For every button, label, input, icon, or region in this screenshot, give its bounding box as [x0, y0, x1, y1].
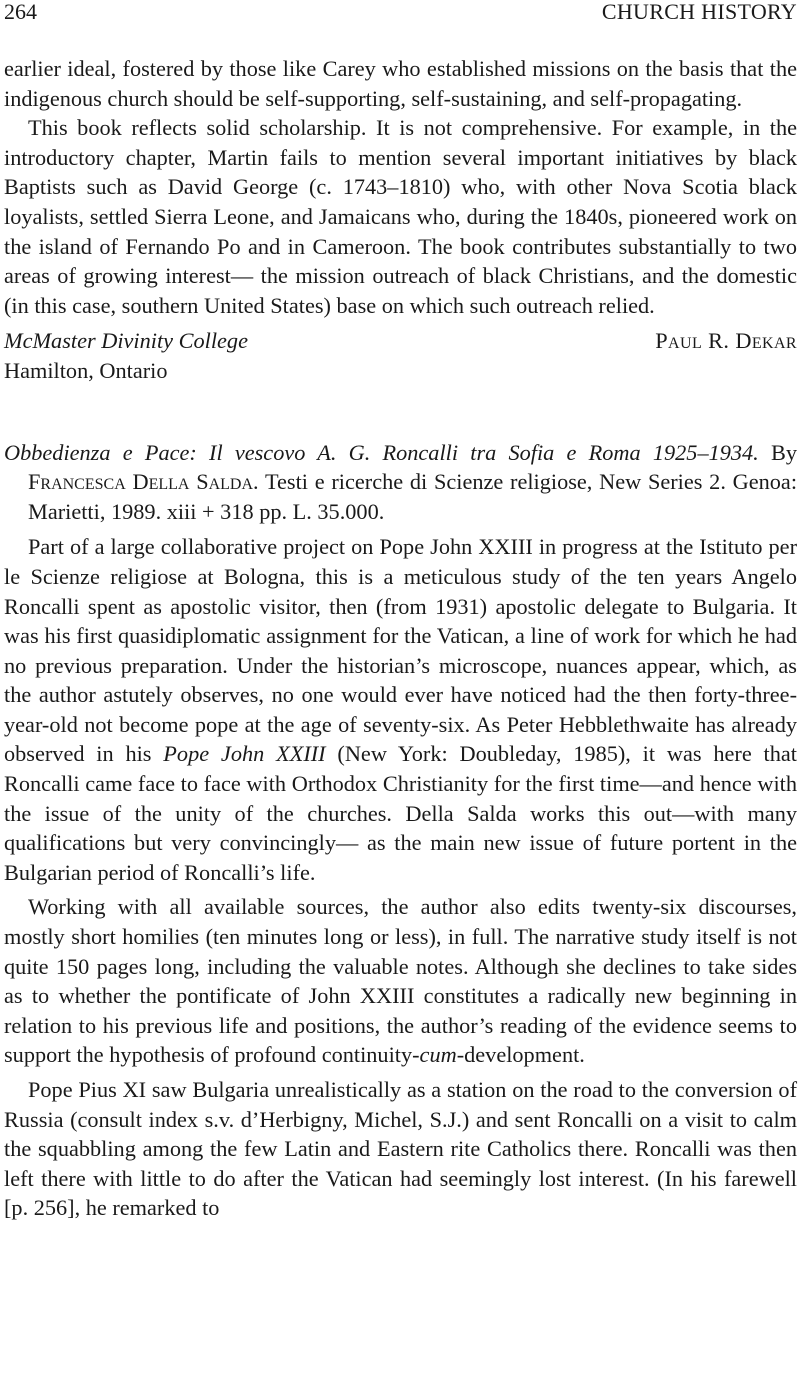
running-header — [4, 0, 797, 26]
cum-italic: cum — [419, 1042, 457, 1068]
reviewer-institution: McMaster Divinity College — [4, 328, 248, 354]
review-citation — [4, 438, 797, 527]
journal-title: CHURCH HISTORY — [601, 0, 797, 24]
book-title: Obbedienza e Pace: Il vescovo A. G. Roncalli tra Sofia e Roma 1925–1934. — [4, 439, 759, 465]
review-paragraph-1: Part of a large collaborative project on Pope John XXIII in progress at the Istituto per le Scienze religiose at Bologna, this is a meticulous study of the ten years Angelo Roncalli spent as apostolic visitor, then (from 1931) apostolic delegate to Bulgaria. It was his first quasidiplomatic assignment for the Vatican, a line of work for which he had no previous preparation. Under the historian’s microscope, nuances appear, which, as the author astutely observes, no one would ever have noticed had the then forty-three-year-old not become pope at the age of seventy-six. As Peter Hebblethwaite has already observed in his Pope John XXIII (New York: Doubleday, 1985), it was here that Roncalli came face to face with Orthodox Christianity for the first time—and hence with the issue of the unity of the churches. Della Salda works this out—with many qualifications but very convincingly— as the main new issue of future portent in the Bulgarian period of Roncalli’s life. — [4, 534, 797, 885]
reviewer-signature — [4, 326, 797, 356]
reviewer-name: Paul R. Dekar — [655, 328, 797, 354]
reviewer-city: Hamilton, Ontario — [4, 357, 168, 383]
review-paragraph-3: Pope Pius XI saw Bulgaria unrealistically as a station on the road to the conversion of Russia (consult index s.v. d’Herbigny, Michel, S.J.) and sent Roncalli on a visit to calm the squabbling among the few Latin and Eastern rite Catholics there. Roncalli was then left there with little to do after the Vatican had seemingly lost interest. (In his farewell [p. 256], he remarked to — [4, 1077, 797, 1221]
publication-details: Testi e ricerche di Scienze religiose, New Series 2. Genoa: Marietti, 1989. xiii + 318 pp. L. 35.000. — [28, 469, 798, 524]
page-number: 264 — [4, 0, 37, 24]
previous-review-continuation: earlier ideal, fostered by those like Carey who established missions on the basis that the indigenous church should be self-supporting, self-sustaining, and self-propagating. — [4, 56, 797, 111]
by-label: By — [770, 439, 798, 465]
book-author: Francesca Della Salda. — [28, 469, 259, 495]
previous-review-paragraph: This book reflects solid scholarship. It is not comprehensive. For example, in the introductory chapter, Martin fails to mention several important initiatives by black Baptists such as David George (c. 1743–1810) who, with other Nova Scotia black loyalists, settled Sierra Leone, and Jamaicans who, during the 1840s, pioneered work on the island of Fernando Po and in Cameroon. The book contributes substantially to two areas of growing interest— the mission outreach of black Christians, and the domestic (in this case, southern United States) base on which such outreach relied. — [4, 115, 797, 318]
review-paragraph-2: Working with all available sources, the author also edits twenty-six discourses, mostly short homilies (ten minutes long or less), in full. The narrative study itself is not quite 150 pages long, including the valuable notes. Although she declines to take sides as to whether the pontificate of John XXIII constitutes a radically new beginning in relation to his previous life and positions, the author’s reading of the evidence seems to support the hypothesis of profound continuity-cum-development. — [4, 894, 797, 1068]
cited-book-title: Pope John XXIII — [163, 741, 326, 767]
page — [4, 0, 797, 1223]
